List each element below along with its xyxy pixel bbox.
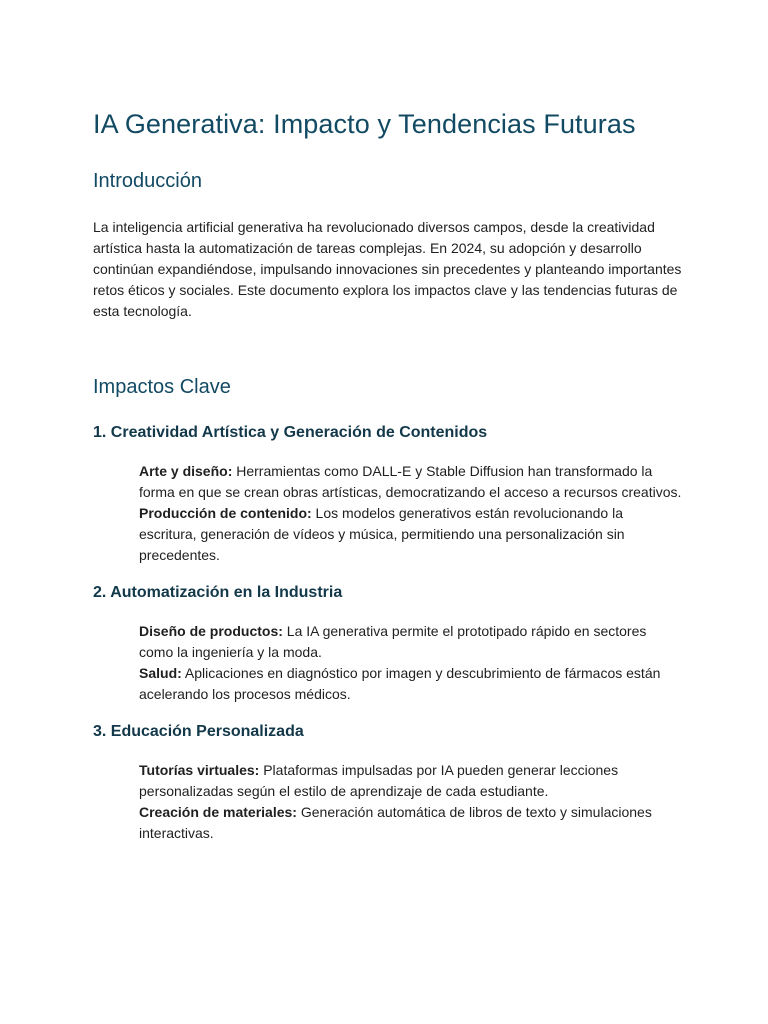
section-items-educacion (139, 760, 683, 844)
item-label: Producción de contenido: (139, 505, 312, 521)
item-text: La IA generativa permite el prototipado rápido en sectores como la ingeniería y la moda. (139, 623, 647, 660)
section-heading-educacion: 3. Educación Personalizada (93, 723, 304, 740)
section-items-automatizacion (139, 621, 683, 705)
list-item (139, 802, 683, 844)
document-title: IA Generativa: Impacto y Tendencias Futuras (93, 109, 636, 139)
list-item (139, 461, 683, 503)
item-text: Herramientas como DALL-E y Stable Diffusion han transformado la forma en que se crean obras artísticas, democratizando el acceso a recursos creativos. (139, 463, 682, 500)
list-item (139, 503, 683, 566)
item-label: Tutorías virtuales: (139, 762, 260, 778)
section-heading-creatividad: 1. Creatividad Artística y Generación de Contenidos (93, 424, 488, 441)
item-label: Diseño de productos: (139, 623, 283, 639)
item-text: Los modelos generativos están revolucionando la escritura, generación de vídeos y música, permitiendo una personalización sin precedentes. (139, 505, 625, 563)
section-heading-automatizacion: 2. Automatización en la Industria (93, 584, 343, 601)
list-item (139, 663, 683, 705)
list-item (139, 621, 683, 663)
list-item (139, 760, 683, 802)
impacts-heading: Impactos Clave (93, 376, 231, 398)
item-text: Plataformas impulsadas por IA pueden generar lecciones personalizadas según el estilo de aprendizaje de cada estudiante. (139, 762, 619, 799)
document-page (93, 104, 683, 844)
item-text: Aplicaciones en diagnóstico por imagen y descubrimiento de fármacos están acelerando los procesos médicos. (139, 665, 661, 702)
introduction-paragraph: La inteligencia artificial generativa ha revolucionado diversos campos, desde la creatividad artística hasta la automatización de tareas complejas. En 2024, su adopción y desarrollo continúan expandiéndose, impulsando innovaciones sin precedentes y planteando importantes retos éticos y sociales. Este documento explora los impactos clave y las tendencias futuras de esta tecnología. (93, 219, 682, 319)
item-label: Salud: (139, 665, 182, 681)
introduction-heading: Introducción (93, 170, 202, 192)
item-text: Generación automática de libros de texto y simulaciones interactivas. (139, 804, 652, 841)
item-label: Arte y diseño: (139, 463, 233, 479)
section-items-creatividad (139, 461, 683, 566)
item-label: Creación de materiales: (139, 804, 297, 820)
